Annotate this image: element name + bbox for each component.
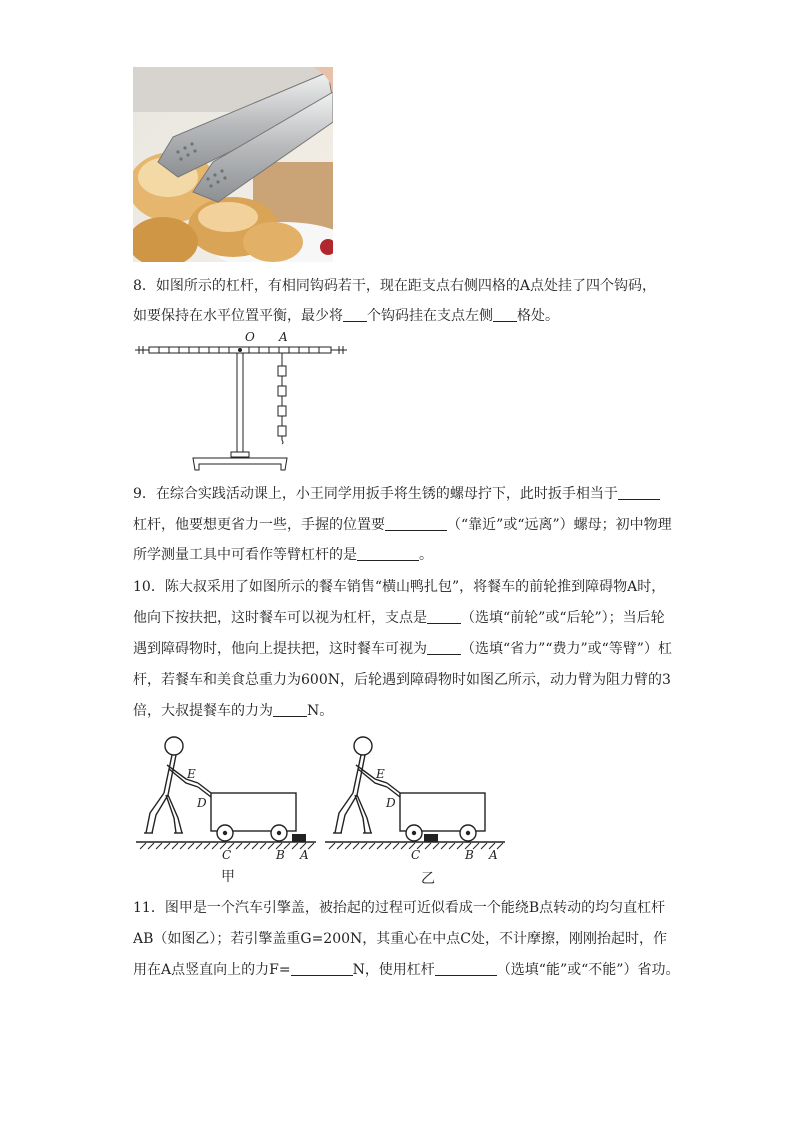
q8-text: 个钩码挂在支点左侧: [367, 308, 493, 324]
label-d: D: [386, 796, 396, 810]
q10-blank-pivot[interactable]: [427, 609, 461, 624]
q11-text: （选填“能”或“不能”）省功。: [496, 962, 680, 978]
q10-line1: 10．陈大叔采用了如图所示的餐车销售“横山鸭扎包”，将餐车的前轮推到障碍物A时，: [133, 579, 666, 595]
q8-line2: [133, 306, 559, 326]
q10-text: N。: [307, 703, 334, 719]
q9-text: （“靠近”或“远离”）螺母；初中物理: [447, 517, 672, 533]
q10-line3: [133, 639, 672, 659]
q9-blank-grip[interactable]: [385, 516, 447, 531]
q11-line2: AB（如图乙）；若引擎盖重G=200N，其重心在中点C处，不计摩擦，刚刚抬起时，作: [133, 931, 667, 947]
q11-blank-work[interactable]: [435, 961, 497, 976]
q9-text: 所学测量工具中可看作等臂杠杆的是: [133, 547, 357, 563]
label-a: A: [279, 330, 288, 344]
q10-blank-force[interactable]: [273, 702, 307, 717]
q8-line1: 8．如图所示的杠杆，有相同钩码若干，现在距支点右侧四格的A点处挂了四个钩码，: [133, 278, 657, 294]
q10-blank-lever-kind[interactable]: [427, 640, 461, 655]
lever-diagram: [135, 330, 355, 475]
q8-blank-count[interactable]: [343, 307, 367, 322]
q10-text: （选填“省力”“费力”或“等臂”）杠: [461, 641, 672, 657]
q10-line2: [133, 608, 665, 628]
label-b: B: [276, 848, 285, 862]
q8-blank-position[interactable]: [493, 307, 517, 322]
q10-line5: [133, 701, 333, 721]
q8-text: 如要保持在水平位置平衡，最少将: [133, 308, 343, 324]
q11-line3: [133, 960, 679, 980]
q11-text: 用在A点竖直向上的力F=: [133, 962, 291, 978]
q9-text: 9．在综合实践活动课上，小王同学用扳手将生锈的螺母拧下，此时扳手相当于: [133, 486, 618, 502]
tongs-photo: [133, 67, 333, 262]
q9-line3: [133, 545, 433, 565]
label-a: A: [489, 848, 498, 862]
q10-line4: 杆，若餐车和美食总重力为600N，后轮遇到障碍物时如图乙所示，动力臂为阻力臂的3: [133, 672, 671, 688]
q9-blank-lever-type[interactable]: [618, 485, 660, 500]
cart-figure-jia: [136, 733, 316, 883]
label-b: B: [465, 848, 474, 862]
q11-blank-force[interactable]: [291, 961, 353, 976]
q8-text: 格处。: [517, 308, 559, 324]
q9-line1: [133, 484, 660, 504]
q10-text: （选填“前轮”或“后轮”）；当后轮: [461, 610, 665, 626]
q9-blank-tool[interactable]: [357, 546, 419, 561]
q10-text: 他向下按扶把，这时餐车可以视为杠杆，支点是: [133, 610, 427, 626]
label-a: A: [300, 848, 309, 862]
caption-jia: 甲: [221, 869, 235, 885]
caption-yi: 乙: [421, 871, 435, 887]
label-d: D: [197, 796, 207, 810]
q10-text: 倍，大叔提餐车的力为: [133, 703, 273, 719]
cart-figure-yi: [325, 733, 505, 887]
label-c: C: [411, 848, 421, 862]
q11-line1: 11．图甲是一个汽车引擎盖，被抬起的过程可近似看成一个能绕B点转动的均匀直杠杆: [133, 900, 666, 916]
q11-text: N，使用杠杆: [352, 962, 435, 978]
label-e: E: [376, 767, 385, 781]
q9-text: 。: [419, 547, 433, 563]
q9-text: 杠杆，他要想更省力一些，手握的位置要: [133, 517, 385, 533]
label-o: O: [245, 330, 255, 344]
label-e: E: [187, 767, 196, 781]
q10-text: 遇到障碍物时，他向上提扶把，这时餐车可视为: [133, 641, 427, 657]
label-c: C: [222, 848, 232, 862]
q9-line2: [133, 515, 672, 535]
